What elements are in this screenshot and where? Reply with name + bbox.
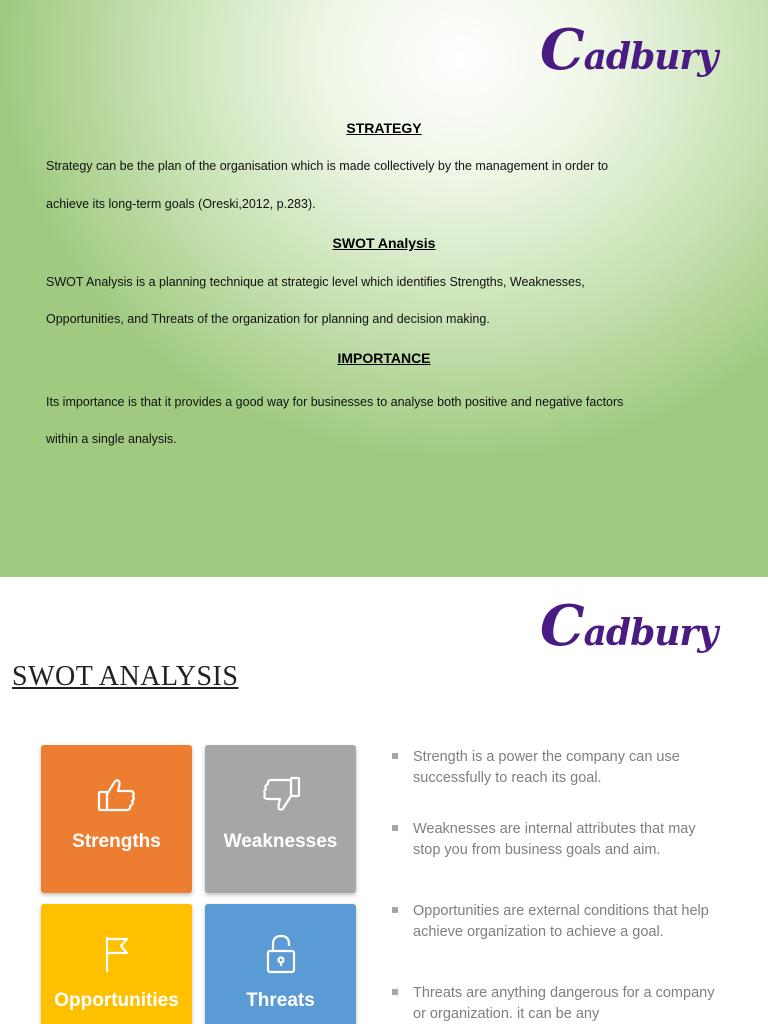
heading-importance: IMPORTANCE bbox=[337, 350, 431, 366]
page-title: SWOT ANALYSIS bbox=[12, 661, 239, 692]
tile-label: Weaknesses bbox=[223, 831, 338, 852]
importance-line-2: within a single analysis. bbox=[46, 432, 177, 446]
strategy-line-2: achieve its long-term goals (Oreski,2012, p.283). bbox=[46, 197, 316, 211]
tile-threats bbox=[205, 904, 356, 1024]
tile-opportunities bbox=[41, 904, 192, 1024]
swot-line-2: Opportunities, and Threats of the organization for planning and decision making. bbox=[46, 312, 490, 326]
bullet-icon bbox=[392, 907, 398, 913]
slide-swot bbox=[0, 577, 768, 1024]
cadbury-logo: Cadbury bbox=[540, 593, 718, 659]
swot-line-1: SWOT Analysis is a planning technique at strategic level which identifies Strengths, Weaknesses, bbox=[46, 275, 585, 289]
bullet-text: Opportunities are external conditions that help achieve organization to achieve a goal. bbox=[413, 903, 709, 940]
bullet-text: Threats are anything dangerous for a company or organization. it can be any bbox=[413, 985, 715, 1022]
bullet-text: Strength is a power the company can use successfully to reach its goal. bbox=[413, 749, 680, 786]
heading-strategy: STRATEGY bbox=[346, 120, 422, 136]
tile-strengths bbox=[41, 745, 192, 893]
tile-weaknesses bbox=[205, 745, 356, 893]
bullet-icon bbox=[392, 753, 398, 759]
thumbs-down-icon bbox=[205, 773, 356, 817]
strategy-line-1: Strategy can be the plan of the organisation which is made collectively by the management in order to bbox=[46, 159, 609, 173]
tile-label: Opportunities bbox=[54, 990, 179, 1011]
heading-swot: SWOT Analysis bbox=[332, 235, 436, 251]
cadbury-logo: Cadbury bbox=[540, 17, 718, 83]
unlock-icon bbox=[205, 932, 356, 976]
flag-icon bbox=[41, 932, 192, 976]
tile-label: Strengths bbox=[72, 831, 161, 852]
thumbs-up-icon bbox=[41, 773, 192, 817]
bullet-icon bbox=[392, 825, 398, 831]
importance-line-1: Its importance is that it provides a good way for businesses to analyse both positive and negative factors bbox=[46, 395, 624, 409]
bullet-icon bbox=[392, 989, 398, 995]
bullet-text: Weaknesses are internal attributes that may stop you from business goals and aim. bbox=[413, 821, 696, 858]
tile-label: Threats bbox=[246, 990, 315, 1011]
